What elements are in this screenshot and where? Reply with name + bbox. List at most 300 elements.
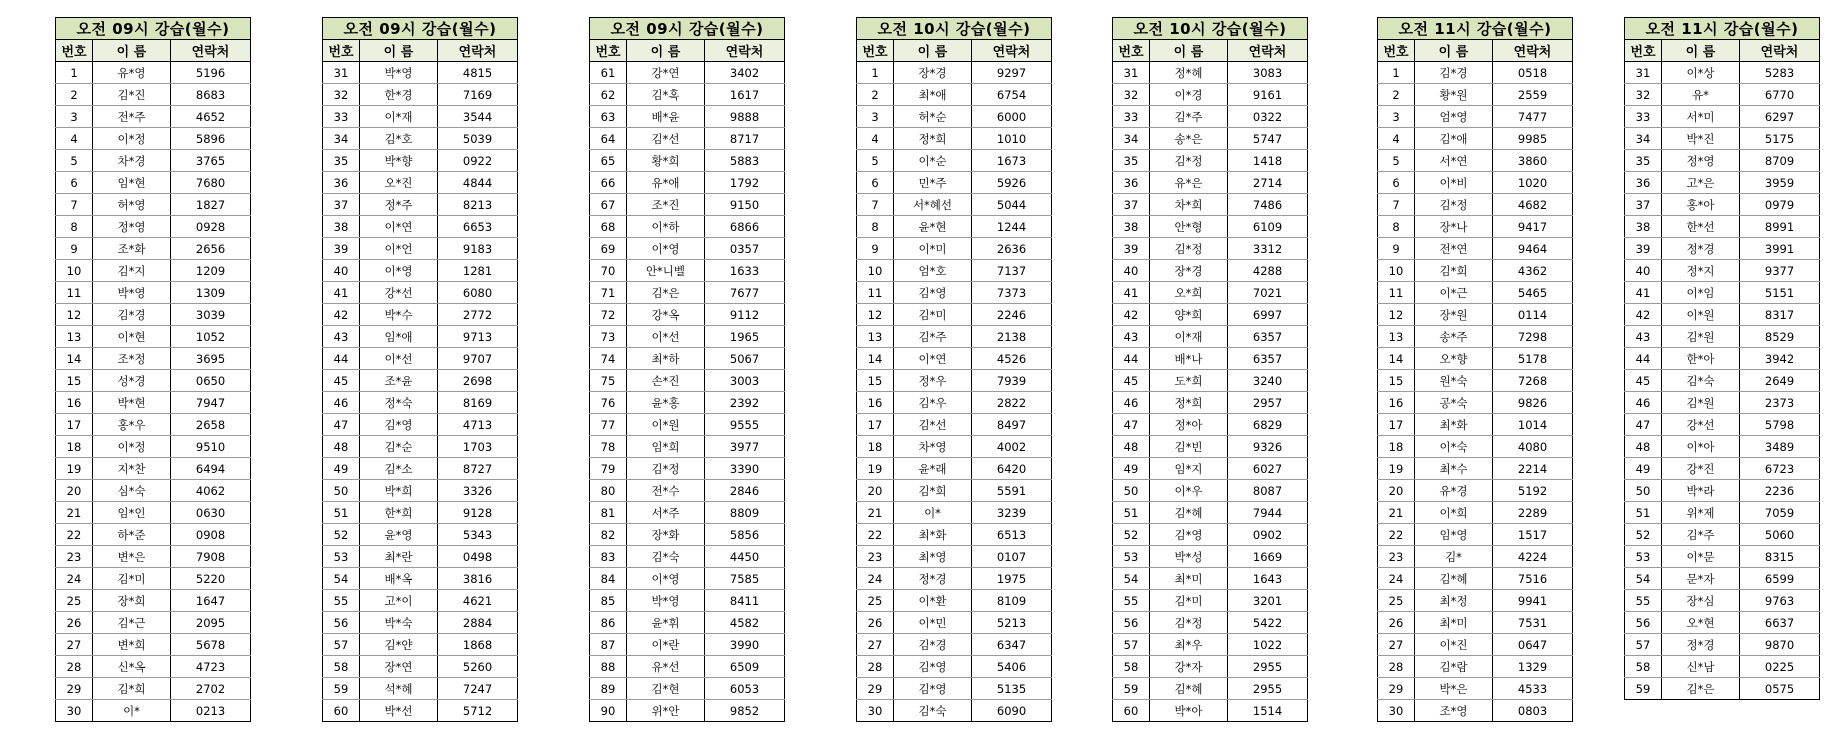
table-row	[857, 62, 1052, 84]
table-row	[323, 282, 518, 304]
cell-name: 이*미	[894, 238, 972, 260]
table-row	[590, 678, 785, 700]
cell-number: 1	[1378, 62, 1415, 84]
cell-number: 36	[1113, 172, 1150, 194]
cell-name: 장*희	[93, 590, 171, 612]
cell-phone: 7247	[438, 678, 518, 700]
cell-phone: 4080	[1493, 436, 1573, 458]
cell-phone: 3695	[171, 348, 251, 370]
cell-number: 41	[1113, 282, 1150, 304]
cell-number: 26	[857, 612, 894, 634]
cell-name: 오*향	[1415, 348, 1493, 370]
cell-name: 김*원	[1662, 326, 1740, 348]
table-row	[56, 634, 251, 656]
cell-phone: 3959	[1740, 172, 1820, 194]
table-row	[56, 84, 251, 106]
cell-number: 38	[1113, 216, 1150, 238]
cell-name: 김*주	[1662, 524, 1740, 546]
table-row	[1378, 414, 1573, 436]
table-row	[1378, 62, 1573, 84]
table-row	[1378, 546, 1573, 568]
cell-number: 73	[590, 326, 627, 348]
cell-name: 김*주	[1150, 106, 1228, 128]
cell-number: 4	[56, 128, 93, 150]
table-row	[590, 304, 785, 326]
header-name: 이 름	[894, 40, 972, 62]
cell-number: 69	[590, 238, 627, 260]
table-row	[323, 238, 518, 260]
cell-name: 김*숙	[627, 546, 705, 568]
table-row	[1378, 700, 1573, 722]
cell-phone: 1010	[972, 128, 1052, 150]
cell-phone: 7680	[171, 172, 251, 194]
cell-name: 김*영	[894, 678, 972, 700]
cell-number: 16	[857, 392, 894, 414]
cell-number: 86	[590, 612, 627, 634]
cell-number: 21	[56, 502, 93, 524]
table-row	[857, 392, 1052, 414]
cell-name: 박*영	[360, 62, 438, 84]
cell-phone: 9161	[1228, 84, 1308, 106]
cell-name: 유*선	[627, 656, 705, 678]
table-row	[857, 546, 1052, 568]
roster-title: 오전 10시 강습(월수)	[1113, 18, 1308, 40]
cell-phone: 9555	[705, 414, 785, 436]
cell-phone: 6637	[1740, 612, 1820, 634]
cell-number: 36	[323, 172, 360, 194]
table-row	[1625, 414, 1820, 436]
cell-number: 19	[56, 458, 93, 480]
cell-name: 지*찬	[93, 458, 171, 480]
cell-phone: 8087	[1228, 480, 1308, 502]
table-row	[857, 84, 1052, 106]
table-row	[56, 150, 251, 172]
table-row	[857, 326, 1052, 348]
cell-name: 전*주	[93, 106, 171, 128]
table-row	[857, 260, 1052, 282]
cell-phone: 4582	[705, 612, 785, 634]
cell-phone: 5747	[1228, 128, 1308, 150]
cell-number: 40	[1113, 260, 1150, 282]
cell-name: 성*경	[93, 370, 171, 392]
cell-number: 40	[323, 260, 360, 282]
table-row	[590, 238, 785, 260]
cell-name: 김*정	[1150, 238, 1228, 260]
cell-name: 신*남	[1662, 656, 1740, 678]
cell-name: 차*경	[93, 150, 171, 172]
table-row	[1625, 480, 1820, 502]
cell-number: 34	[1625, 128, 1662, 150]
roster-table	[55, 17, 251, 722]
cell-number: 17	[857, 414, 894, 436]
cell-phone: 1633	[705, 260, 785, 282]
cell-name: 이*숙	[1415, 436, 1493, 458]
cell-number: 79	[590, 458, 627, 480]
cell-phone: 6723	[1740, 458, 1820, 480]
table-row	[590, 590, 785, 612]
cell-name: 김*은	[627, 282, 705, 304]
cell-name: 강*자	[1150, 656, 1228, 678]
table-row	[857, 458, 1052, 480]
cell-name: 고*은	[1662, 172, 1740, 194]
table-row	[590, 260, 785, 282]
cell-name: 김*혜	[1150, 678, 1228, 700]
cell-name: 정*주	[360, 194, 438, 216]
cell-phone: 2289	[1493, 502, 1573, 524]
cell-name: 송*주	[1415, 326, 1493, 348]
table-row	[323, 480, 518, 502]
cell-number: 29	[1378, 678, 1415, 700]
cell-number: 19	[1378, 458, 1415, 480]
cell-phone: 7486	[1228, 194, 1308, 216]
cell-number: 37	[1625, 194, 1662, 216]
cell-name: 김*혜	[1415, 568, 1493, 590]
cell-name: 정*경	[1662, 634, 1740, 656]
cell-number: 75	[590, 370, 627, 392]
table-row	[1113, 436, 1308, 458]
table-row	[1625, 128, 1820, 150]
cell-number: 57	[323, 634, 360, 656]
cell-phone: 4533	[1493, 678, 1573, 700]
table-row	[857, 304, 1052, 326]
cell-phone: 7908	[171, 546, 251, 568]
table-row	[1625, 304, 1820, 326]
roster-table	[589, 17, 785, 722]
table-row	[590, 700, 785, 722]
cell-name: 이*희	[1415, 502, 1493, 524]
cell-number: 36	[1625, 172, 1662, 194]
cell-number: 25	[857, 590, 894, 612]
cell-phone: 1965	[705, 326, 785, 348]
table-row	[56, 480, 251, 502]
cell-phone: 8683	[171, 84, 251, 106]
cell-name: 김*경	[93, 304, 171, 326]
cell-name: 정*아	[1150, 414, 1228, 436]
cell-name: 최*애	[894, 84, 972, 106]
cell-phone: 0803	[1493, 700, 1573, 722]
cell-name: 이*임	[1662, 282, 1740, 304]
table-row	[56, 326, 251, 348]
table-row	[1378, 656, 1573, 678]
cell-name: 변*은	[93, 546, 171, 568]
cell-phone: 1281	[438, 260, 518, 282]
cell-number: 13	[857, 326, 894, 348]
cell-name: 공*숙	[1415, 392, 1493, 414]
cell-name: 이*상	[1662, 62, 1740, 84]
cell-phone: 8709	[1740, 150, 1820, 172]
cell-name: 허*순	[894, 106, 972, 128]
cell-phone: 3390	[705, 458, 785, 480]
cell-name: 조*윤	[360, 370, 438, 392]
cell-name: 한*선	[1662, 216, 1740, 238]
cell-number: 38	[323, 216, 360, 238]
cell-phone: 9150	[705, 194, 785, 216]
cell-number: 59	[1113, 678, 1150, 700]
cell-phone: 1209	[171, 260, 251, 282]
cell-phone: 2822	[972, 392, 1052, 414]
cell-number: 20	[857, 480, 894, 502]
table-row	[1113, 458, 1308, 480]
roster-title: 오전 09시 강습(월수)	[56, 18, 251, 40]
cell-phone: 2846	[705, 480, 785, 502]
table-row	[1625, 612, 1820, 634]
cell-name: 장*심	[1662, 590, 1740, 612]
table-row	[323, 260, 518, 282]
table-row	[857, 194, 1052, 216]
cell-phone: 9326	[1228, 436, 1308, 458]
cell-number: 9	[857, 238, 894, 260]
cell-number: 48	[323, 436, 360, 458]
table-row	[56, 568, 251, 590]
cell-number: 44	[1625, 348, 1662, 370]
cell-number: 58	[323, 656, 360, 678]
cell-phone: 1669	[1228, 546, 1308, 568]
cell-number: 44	[323, 348, 360, 370]
cell-name: 김*정	[1150, 150, 1228, 172]
cell-number: 32	[1113, 84, 1150, 106]
table-row	[56, 282, 251, 304]
table-row	[590, 568, 785, 590]
cell-name: 박*숙	[360, 612, 438, 634]
cell-phone: 0902	[1228, 524, 1308, 546]
cell-phone: 7677	[705, 282, 785, 304]
cell-phone: 5283	[1740, 62, 1820, 84]
cell-phone: 0650	[171, 370, 251, 392]
cell-phone: 9128	[438, 502, 518, 524]
cell-number: 88	[590, 656, 627, 678]
cell-phone: 2392	[705, 392, 785, 414]
cell-phone: 1020	[1493, 172, 1573, 194]
cell-number: 19	[857, 458, 894, 480]
table-row	[56, 414, 251, 436]
cell-name: 엄*영	[1415, 106, 1493, 128]
cell-name: 김*주	[894, 326, 972, 348]
table-row	[1378, 590, 1573, 612]
header-name: 이 름	[1662, 40, 1740, 62]
table-row	[1113, 348, 1308, 370]
cell-number: 85	[590, 590, 627, 612]
cell-phone: 8809	[705, 502, 785, 524]
cell-number: 45	[323, 370, 360, 392]
cell-number: 7	[857, 194, 894, 216]
table-row	[1378, 238, 1573, 260]
cell-name: 김*정	[1150, 612, 1228, 634]
cell-number: 53	[1113, 546, 1150, 568]
cell-phone: 5192	[1493, 480, 1573, 502]
table-row	[590, 150, 785, 172]
table-row	[1378, 370, 1573, 392]
cell-name: 이*정	[93, 436, 171, 458]
cell-name: 김*정	[1415, 194, 1493, 216]
cell-phone: 0518	[1493, 62, 1573, 84]
cell-number: 24	[56, 568, 93, 590]
cell-name: 이*	[93, 700, 171, 722]
table-row	[56, 304, 251, 326]
cell-number: 83	[590, 546, 627, 568]
table-row	[323, 436, 518, 458]
cell-number: 39	[1113, 238, 1150, 260]
cell-phone: 1517	[1493, 524, 1573, 546]
cell-name: 황*희	[627, 150, 705, 172]
cell-name: 안*형	[1150, 216, 1228, 238]
cell-name: 김*혹	[627, 84, 705, 106]
cell-phone: 7298	[1493, 326, 1573, 348]
cell-name: 신*옥	[93, 656, 171, 678]
cell-phone: 4450	[705, 546, 785, 568]
table-row	[1625, 62, 1820, 84]
table-row	[1625, 634, 1820, 656]
cell-phone: 8717	[705, 128, 785, 150]
table-row	[590, 414, 785, 436]
cell-phone: 1868	[438, 634, 518, 656]
cell-phone: 5039	[438, 128, 518, 150]
cell-name: 오*현	[1662, 612, 1740, 634]
cell-phone: 2955	[1228, 678, 1308, 700]
cell-phone: 3239	[972, 502, 1052, 524]
table-row	[56, 612, 251, 634]
cell-number: 52	[323, 524, 360, 546]
cell-phone: 9852	[705, 700, 785, 722]
cell-number: 72	[590, 304, 627, 326]
cell-phone: 0114	[1493, 304, 1573, 326]
cell-name: 김*우	[894, 392, 972, 414]
cell-name: 장*연	[360, 656, 438, 678]
cell-phone: 2698	[438, 370, 518, 392]
cell-name: 손*진	[627, 370, 705, 392]
cell-phone: 4815	[438, 62, 518, 84]
table-row	[56, 260, 251, 282]
cell-number: 35	[323, 150, 360, 172]
cell-number: 51	[323, 502, 360, 524]
table-row	[1113, 326, 1308, 348]
cell-phone: 4526	[972, 348, 1052, 370]
cell-name: 조*화	[93, 238, 171, 260]
cell-number: 47	[323, 414, 360, 436]
table-row	[1625, 436, 1820, 458]
cell-phone: 1014	[1493, 414, 1573, 436]
cell-phone: 0213	[171, 700, 251, 722]
cell-phone: 2772	[438, 304, 518, 326]
table-row	[857, 612, 1052, 634]
cell-name: 이*영	[627, 568, 705, 590]
cell-name: 송*은	[1150, 128, 1228, 150]
cell-number: 60	[1113, 700, 1150, 722]
cell-phone: 6347	[972, 634, 1052, 656]
cell-name: 이*진	[1415, 634, 1493, 656]
cell-number: 84	[590, 568, 627, 590]
cell-name: 김*호	[360, 128, 438, 150]
cell-name: 박*영	[93, 282, 171, 304]
cell-phone: 1617	[705, 84, 785, 106]
cell-number: 54	[323, 568, 360, 590]
table-row	[1113, 150, 1308, 172]
table-row	[1113, 128, 1308, 150]
cell-number: 81	[590, 502, 627, 524]
cell-phone: 5135	[972, 678, 1052, 700]
cell-number: 31	[1625, 62, 1662, 84]
cell-number: 50	[1113, 480, 1150, 502]
table-row	[1625, 194, 1820, 216]
cell-name: 전*연	[1415, 238, 1493, 260]
cell-name: 최*미	[1150, 568, 1228, 590]
table-row	[590, 128, 785, 150]
cell-phone: 9941	[1493, 590, 1573, 612]
cell-name: 김*얀	[360, 634, 438, 656]
cell-number: 31	[323, 62, 360, 84]
cell-name: 양*희	[1150, 304, 1228, 326]
cell-name: 이*원	[627, 414, 705, 436]
cell-number: 58	[1113, 656, 1150, 678]
cell-number: 3	[56, 106, 93, 128]
cell-number: 24	[857, 568, 894, 590]
cell-phone: 3489	[1740, 436, 1820, 458]
cell-number: 80	[590, 480, 627, 502]
table-row	[323, 656, 518, 678]
cell-phone: 5856	[705, 524, 785, 546]
cell-number: 14	[857, 348, 894, 370]
cell-number: 4	[1378, 128, 1415, 150]
cell-phone: 5196	[171, 62, 251, 84]
cell-phone: 7373	[972, 282, 1052, 304]
table-row	[323, 216, 518, 238]
cell-phone: 9183	[438, 238, 518, 260]
table-row	[323, 348, 518, 370]
cell-name: 김*경	[894, 634, 972, 656]
cell-phone: 4621	[438, 590, 518, 612]
cell-phone: 0357	[705, 238, 785, 260]
cell-phone: 9713	[438, 326, 518, 348]
cell-number: 16	[56, 392, 93, 414]
cell-name: 박*진	[1662, 128, 1740, 150]
cell-name: 강*선	[1662, 414, 1740, 436]
cell-number: 46	[323, 392, 360, 414]
cell-name: 정*희	[1150, 392, 1228, 414]
cell-number: 34	[1113, 128, 1150, 150]
cell-phone: 7169	[438, 84, 518, 106]
table-row	[1113, 612, 1308, 634]
table-row	[1113, 172, 1308, 194]
cell-number: 25	[56, 590, 93, 612]
cell-number: 22	[857, 524, 894, 546]
cell-number: 33	[1625, 106, 1662, 128]
cell-number: 45	[1113, 370, 1150, 392]
cell-phone: 7585	[705, 568, 785, 590]
cell-number: 58	[1625, 656, 1662, 678]
cell-name: 정*우	[894, 370, 972, 392]
table-row	[590, 656, 785, 678]
cell-number: 68	[590, 216, 627, 238]
cell-phone: 3326	[438, 480, 518, 502]
cell-phone: 6513	[972, 524, 1052, 546]
cell-number: 4	[857, 128, 894, 150]
cell-number: 11	[857, 282, 894, 304]
cell-phone: 1975	[972, 568, 1052, 590]
table-row	[857, 172, 1052, 194]
table-row	[323, 612, 518, 634]
table-row	[56, 436, 251, 458]
table-row	[857, 282, 1052, 304]
table-row	[1625, 458, 1820, 480]
cell-number: 35	[1625, 150, 1662, 172]
table-row	[323, 150, 518, 172]
cell-number: 89	[590, 678, 627, 700]
table-row	[1113, 678, 1308, 700]
header-number: 번호	[590, 40, 627, 62]
cell-number: 51	[1113, 502, 1150, 524]
table-row	[590, 326, 785, 348]
cell-phone: 7477	[1493, 106, 1573, 128]
header-number: 번호	[323, 40, 360, 62]
